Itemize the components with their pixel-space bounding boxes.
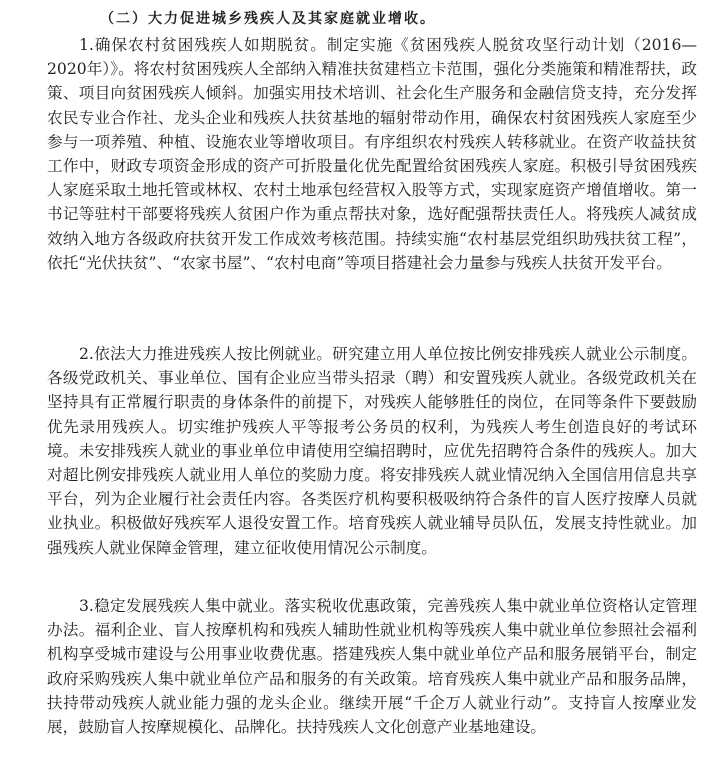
paragraph-quota-employment: 2.依法大力推进残疾人按比例就业。研究建立用人单位按比例安排残疾人就业公示制度。各级党政机关、事业单位、国有企业应当带头招录（聘）和安置残疾人就业。各级党政机关在坚持具有正常履行职责的身体条件的前提下，对残疾人能够胜任的岗位，在同等条件下要鼓励优先录用残疾人。切实维护残疾人平等报考公务员的权利，为残疾人考生创造良好的考试环境。未安排残疾人就业的事业单位申请使用空编招聘时，应优先招聘符合条件的残疾人。加大对超比例安排残疾人就业用人单位的奖励力度。将安排残疾人就业情况纳入全国信用信息共享平台，列为企业履行社会责任内容。各类医疗机构要积极吸纳符合条件的盲人医疗按摩人员就业执业。积极做好残疾军人退役安置工作。培育残疾人就业辅导员队伍，发展支持性就业。加强残疾人就业保障金管理，建立征收使用情况公示制度。 xyxy=(47,345,697,557)
section-heading: （二）大力促进城乡残疾人及其家庭就业增收。 xyxy=(100,11,436,27)
paragraph-centralized-employment: 3.稳定发展残疾人集中就业。落实税收优惠政策，完善残疾人集中就业单位资格认定管理办法。福利企业、盲人按摩机构和残疾人辅助性就业机构等残疾人集中就业单位参照社会福利机构享受城市建设与公用事业收费优惠。搭建残疾人集中就业单位产品和服务展销平台，制定政府采购残疾人集中就业单位产品和服务的有关政策。培育残疾人集中就业产品和服务品牌，扶持带动残疾人就业能力强的龙头企业。继续开展“千企万人就业行动”。支持盲人按摩业发展，鼓励盲人按摩规模化、品牌化。扶持残疾人文化创意产业基地建设。 xyxy=(47,597,697,737)
paragraph-rural-poverty: 1.确保农村贫困残疾人如期脱贫。制定实施《贫困残疾人脱贫攻坚行动计划（2016—2020年）》。将农村贫困残疾人全部纳入精准扶贫建档立卡范围，强化分类施策和精准帮扶，政策、项目向贫困残疾人倾斜。加强实用技术培训、社会化生产服务和金融信贷支持，充分发挥农民专业合作社、龙头企业和残疾人扶贫基地的辐射带动作用，确保农村贫困残疾人家庭至少参与一项养殖、种植、设施农业等增收项目。有序组织农村残疾人转移就业。在资产收益扶贫工作中，财政专项资金形成的资产可折股量化优先配置给贫困残疾人家庭。积极引导贫困残疾人家庭采取土地托管或林权、农村土地承包经营权入股等方式，实现家庭资产增值增收。第一书记等驻村干部要将残疾人贫困户作为重点帮扶对象，选好配强帮扶责任人。将残疾人减贫成效纳入地方各级政府扶贫开发工作成效考核范围。持续实施“农村基层党组织助残扶贫工程”，依托“光伏扶贫”、“农家书屋”、“农村电商”等项目搭建社会力量参与残疾人扶贫开发平台。 xyxy=(47,36,697,272)
